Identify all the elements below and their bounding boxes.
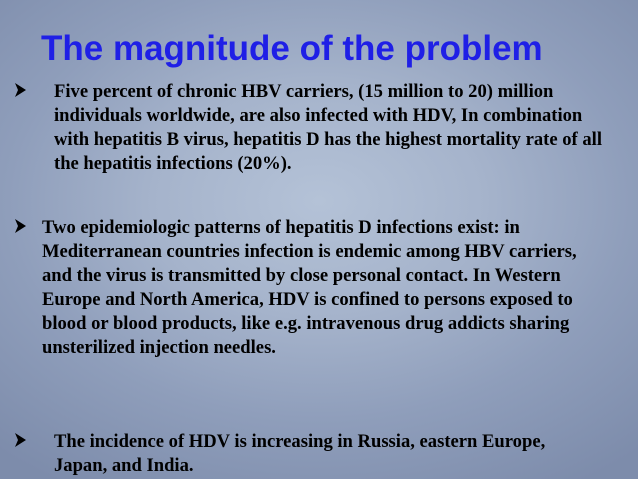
arrowhead-bullet-icon [11, 81, 29, 99]
slide-title: The magnitude of the problem [41, 29, 543, 68]
arrowhead-bullet-icon [11, 431, 29, 449]
bullet-text: Five percent of chronic HBV carriers, (15 million to 20) million individuals worldwide, are also infected with HDV, In combination with hepatitis B virus, hepatitis D has the highest mortality rate of all the hepatitis infections (20%). [54, 81, 602, 174]
bullet-text: The incidence of HDV is increasing in Russia, eastern Europe, Japan, and India. [54, 431, 546, 476]
bullet-text: Two epidemiologic patterns of hepatitis D infections exist: in Mediterranean countries infection is endemic among HBV carriers, and the virus is transmitted by close personal contact. In Western Europe and North America, HDV is confined to persons exposed to blood or blood products, like e.g. intravenous drug addicts sharing unsterilized injection needles. [42, 217, 577, 358]
arrowhead-bullet-icon [11, 217, 29, 235]
